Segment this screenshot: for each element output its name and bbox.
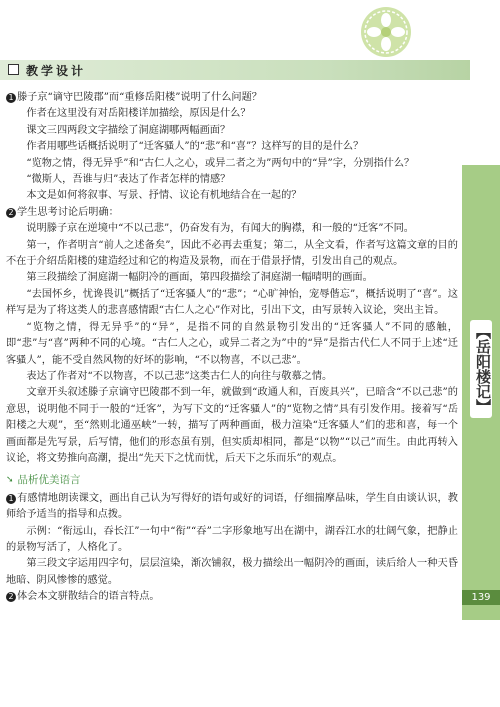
page-number: 139 xyxy=(462,590,500,605)
task-1: 1 有感情地朗读课文，画出自己认为写得好的语句或好的词语，仔细揣摩品味，学生自由谈认识，教师给予适当的指导和点拨。 xyxy=(6,492,458,521)
bullet-2-icon: 2 xyxy=(6,592,16,602)
question-line: 课文三四两段文字描绘了洞庭湖哪两幅画面？ xyxy=(26,124,231,136)
answer-head: 2 学生思考讨论后明确： xyxy=(6,205,458,221)
header-checkbox-icon xyxy=(8,64,19,75)
bullet-1-icon: 1 xyxy=(6,93,16,103)
example-paragraph: 示例：“衔远山，吞长江”一句中“衔”“吞”二字形象地写出在湖中，湖吞江水的壮阔气象，把静止的景物写活了，人格化了。 xyxy=(6,525,458,553)
question-line: 作者在这里没有对岳阳楼详加描绘，原因是什么？ xyxy=(26,108,251,120)
subsection-heading: ➘ 品析优美语言 xyxy=(6,472,458,488)
answer-paragraph: “览物之情，得无异乎”的“异”，是指不同的自然景物引发出的“迁客骚人”不同的感触，即“悲”与“喜”两种不同的心境。“古仁人之心，或异二者之为”中的“异”是指古代仁人不同于上述“迁客骚人”，能不受自然风物的好坏的影响，“不以物喜，不以己悲”。 xyxy=(6,321,458,366)
answer-paragraph: “去国怀乡，忧谗畏讥”概括了“迁客骚人”的“悲”；“心旷神怡，宠辱偕忘”，概括说明了“喜”。这样写是为了将这类人的悲喜感情跟“古仁人之心”作对比，引出下文，由写景转入议论，突出主旨。 xyxy=(6,288,458,317)
answer-paragraph: 说明滕子京在逆境中“不以己悲”，仍奋发有为，有闻大的胸襟，和一般的“迁客”不同。 xyxy=(26,223,414,235)
answer-paragraph: 文章开头叙述滕子京谪守巴陵郡不到一年，就做到“政通人和，百废具兴”，已暗含“不以己悲”的意思，说明他不同于一般的“迁客”，为写下文的“迁客骚人”的“览物之情”具有引发作用。接着写“岳阳楼之大观”，至“然则北通巫峡”一转，描写了两种画面，极力渲染“迁客骚人”们的悲和喜，每一个画面都是先写景，后写情，他们的形态虽有别，但实质却相同，都是“以物”“以己”而生。由此再转入议论，将文势推向高潮，提出“先天下之忧而忧，后天下之乐而乐”的观点。 xyxy=(6,387,458,464)
bullet-2-icon: 2 xyxy=(6,208,16,218)
arrow-icon: ➘ xyxy=(6,475,14,486)
answer-paragraph: 表达了作者对“不以物喜，不以己悲”这类古仁人的向往与敬慕之情。 xyxy=(26,370,333,382)
task-2: 2 体会本文骈散结合的语言特点。 xyxy=(6,589,458,605)
chapter-label: 【岳阳楼记】 xyxy=(470,320,492,418)
main-content xyxy=(6,90,458,606)
example-paragraph: 第三段文字运用四字句，层层渲染，渐次铺叙，极力描绘出一幅阴冷的画面，读后给人一种天昏地暗、阴风惨惨的感觉。 xyxy=(6,558,458,586)
question-line: “微斯人，吾谁与归”表达了作者怎样的情感？ xyxy=(26,174,231,186)
question-1: 1 滕子京“谪守巴陵郡”而“重修岳阳楼”说明了什么问题？ xyxy=(6,90,458,106)
bullet-1-icon: 1 xyxy=(6,494,16,504)
question-line: 本文是如何将叙事、写景、抒情、议论有机地结合在一起的？ xyxy=(26,190,302,202)
flower-emblem-icon xyxy=(360,6,412,58)
answer-paragraph: 第三段描绘了洞庭湖一幅阴冷的画面，第四段描绘了洞庭湖一幅晴明的画面。 xyxy=(26,272,373,284)
answer-paragraph: 第一，作者明言“前人之述备矣”，因此不必再去重复；第二，从全文看，作者写这篇文章的目的不在于介绍岳阳楼的建造经过和它的构造及景物，而在于借景抒情，引发出自己的观点。 xyxy=(6,239,458,268)
section-title: 教学设计 xyxy=(26,64,87,78)
question-line: “览物之情，得无异乎”和“古仁人之心，或异二者之为”两句中的“异”字，分别指什么？ xyxy=(26,157,415,169)
question-line: 作者用哪些话概括说明了“迁客骚人”的“悲”和“喜”？这样写的目的是什么？ xyxy=(26,141,364,153)
